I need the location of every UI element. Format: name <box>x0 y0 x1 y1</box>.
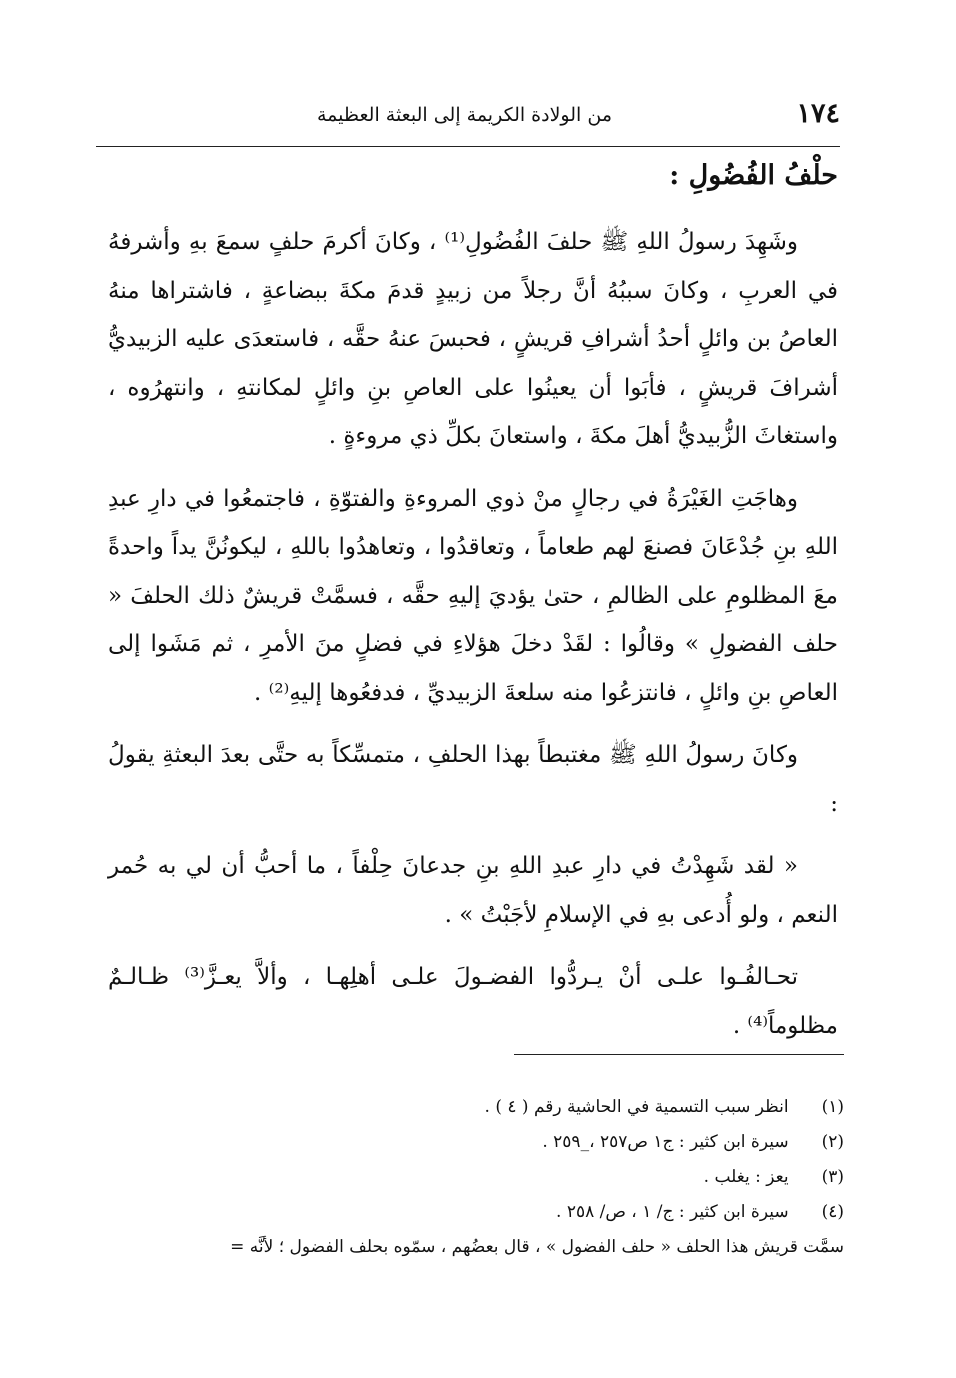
footnote <box>104 1125 844 1160</box>
footnote-number: (٣) <box>821 1167 844 1187</box>
footnote <box>104 1195 844 1230</box>
footnote-divider <box>514 1054 844 1055</box>
footnote-number: (٤) <box>821 1202 844 1222</box>
quote-paragraph: « لقد شَهِدْتُ في دارِ عبدِ اللهِ بنِ جدعانَ حِلْفاً ، ما أحبُّ أن لي به حُمر النعم ، ولو أُدعى بهِ في الإسلامِ لأجَبْتُ » . <box>108 853 838 928</box>
paragraph: وكانَ رسولُ اللهِ ﷺ مغتبطاً بهذا الحلفِ ، متمسِّكاً به حتَّى بعدَ البعثةِ يقولُ : <box>108 742 838 817</box>
footnote <box>104 1090 844 1125</box>
body-text <box>108 218 838 1064</box>
page-header <box>96 98 840 134</box>
footnote-number: (٢) <box>821 1132 844 1152</box>
footnote-text: سيرة ابن كثير : ج/ ١ ، ص/ ٢٥٨ . <box>556 1202 789 1222</box>
page-number: ١٧٤ <box>796 98 840 129</box>
paragraph: تحـالفُـوا علـى أنْ يـردُّوا الفضـولَ علـى أهلِهـا ، وألاَّ يعـزَّ⁽³⁾ ظـالـمٌ مظلوماً⁽⁴⁾ . <box>108 964 838 1039</box>
header-divider <box>96 146 840 147</box>
footnotes <box>104 1090 844 1265</box>
paragraph: وشَهِدَ رسولُ اللهِ ﷺ حلفَ الفُضُولِ⁽¹⁾ ، وكانَ أكرمَ حلفٍ سمعَ بهِ وأشرفهُ في العربِ ، وكانَ سببُهُ أنَّ رجلاً من زبيدٍ قدمَ مكةَ ببضاعةٍ ، فاشتراها منهُ العاصُ بن وائلٍ أحدُ أشرافِ قريشٍ ، فحبسَ عنهُ حقَّه ، فاستعدَى عليه الزبيديُّ أشرافَ قريشٍ ، فأبَوا أن يعينُوا على العاصِ بنِ وائلٍ لمكانتهِ ، وانتهرُوه ، واستغاثَ الزُّبيديُّ أهلَ مكةَ ، واستعانَ بكلِّ ذي مروءةٍ . <box>108 229 838 449</box>
footnote-number: (١) <box>821 1097 844 1117</box>
footnote <box>104 1160 844 1195</box>
footnote-text: سيرة ابن كثير : ج١ ص٢٥٧ ،_٢٥٩ . <box>542 1132 789 1152</box>
paragraph: وهاجَتِ الغَيْرَةُ في رجالٍ منْ ذوي المروءةِ والفتوّةِ ، فاجتمعُوا في دارِ عبدِ اللهِ بنِ جُدْعَانَ فصنعَ لهم طعاماً ، وتعاقدُوا ، وتعاهدُوا باللهِ ، ليكونُنَّ يداً واحدةً معَ المظلومِ على الظالمِ ، حتىٰ يؤديَ إليهِ حقَّه ، فسمَّتْ قريشٌ ذلك الحلفَ « حلف الفضولِ » وقالُوا : لقَدْ دخلَ هؤلاءِ في فضلٍ منَ الأمرِ ، ثم مَشَوا إلى العاصِ بنِ وائلٍ ، فانتزعُوا منه سلعةَ الزبيديِّ ، فدفعُوها إليهِ⁽²⁾ . <box>108 485 838 706</box>
footnote-continuation: سمَّت قريش هذا الحلف « حلف الفضول » ، قال بعضُهم ، سمّوه بحلف الفضول ؛ لأنَّه = <box>230 1237 844 1257</box>
footnote-text: يعز : يغلب . <box>703 1167 789 1187</box>
footnote-text: انظر سبب التسمية في الحاشية رقم ( ٤ ) . <box>484 1097 789 1117</box>
running-title: من الولادة الكريمة إلى البعثة العظيمة <box>317 104 612 126</box>
section-title: حلْفُ الفُضُولِ : <box>669 160 838 191</box>
